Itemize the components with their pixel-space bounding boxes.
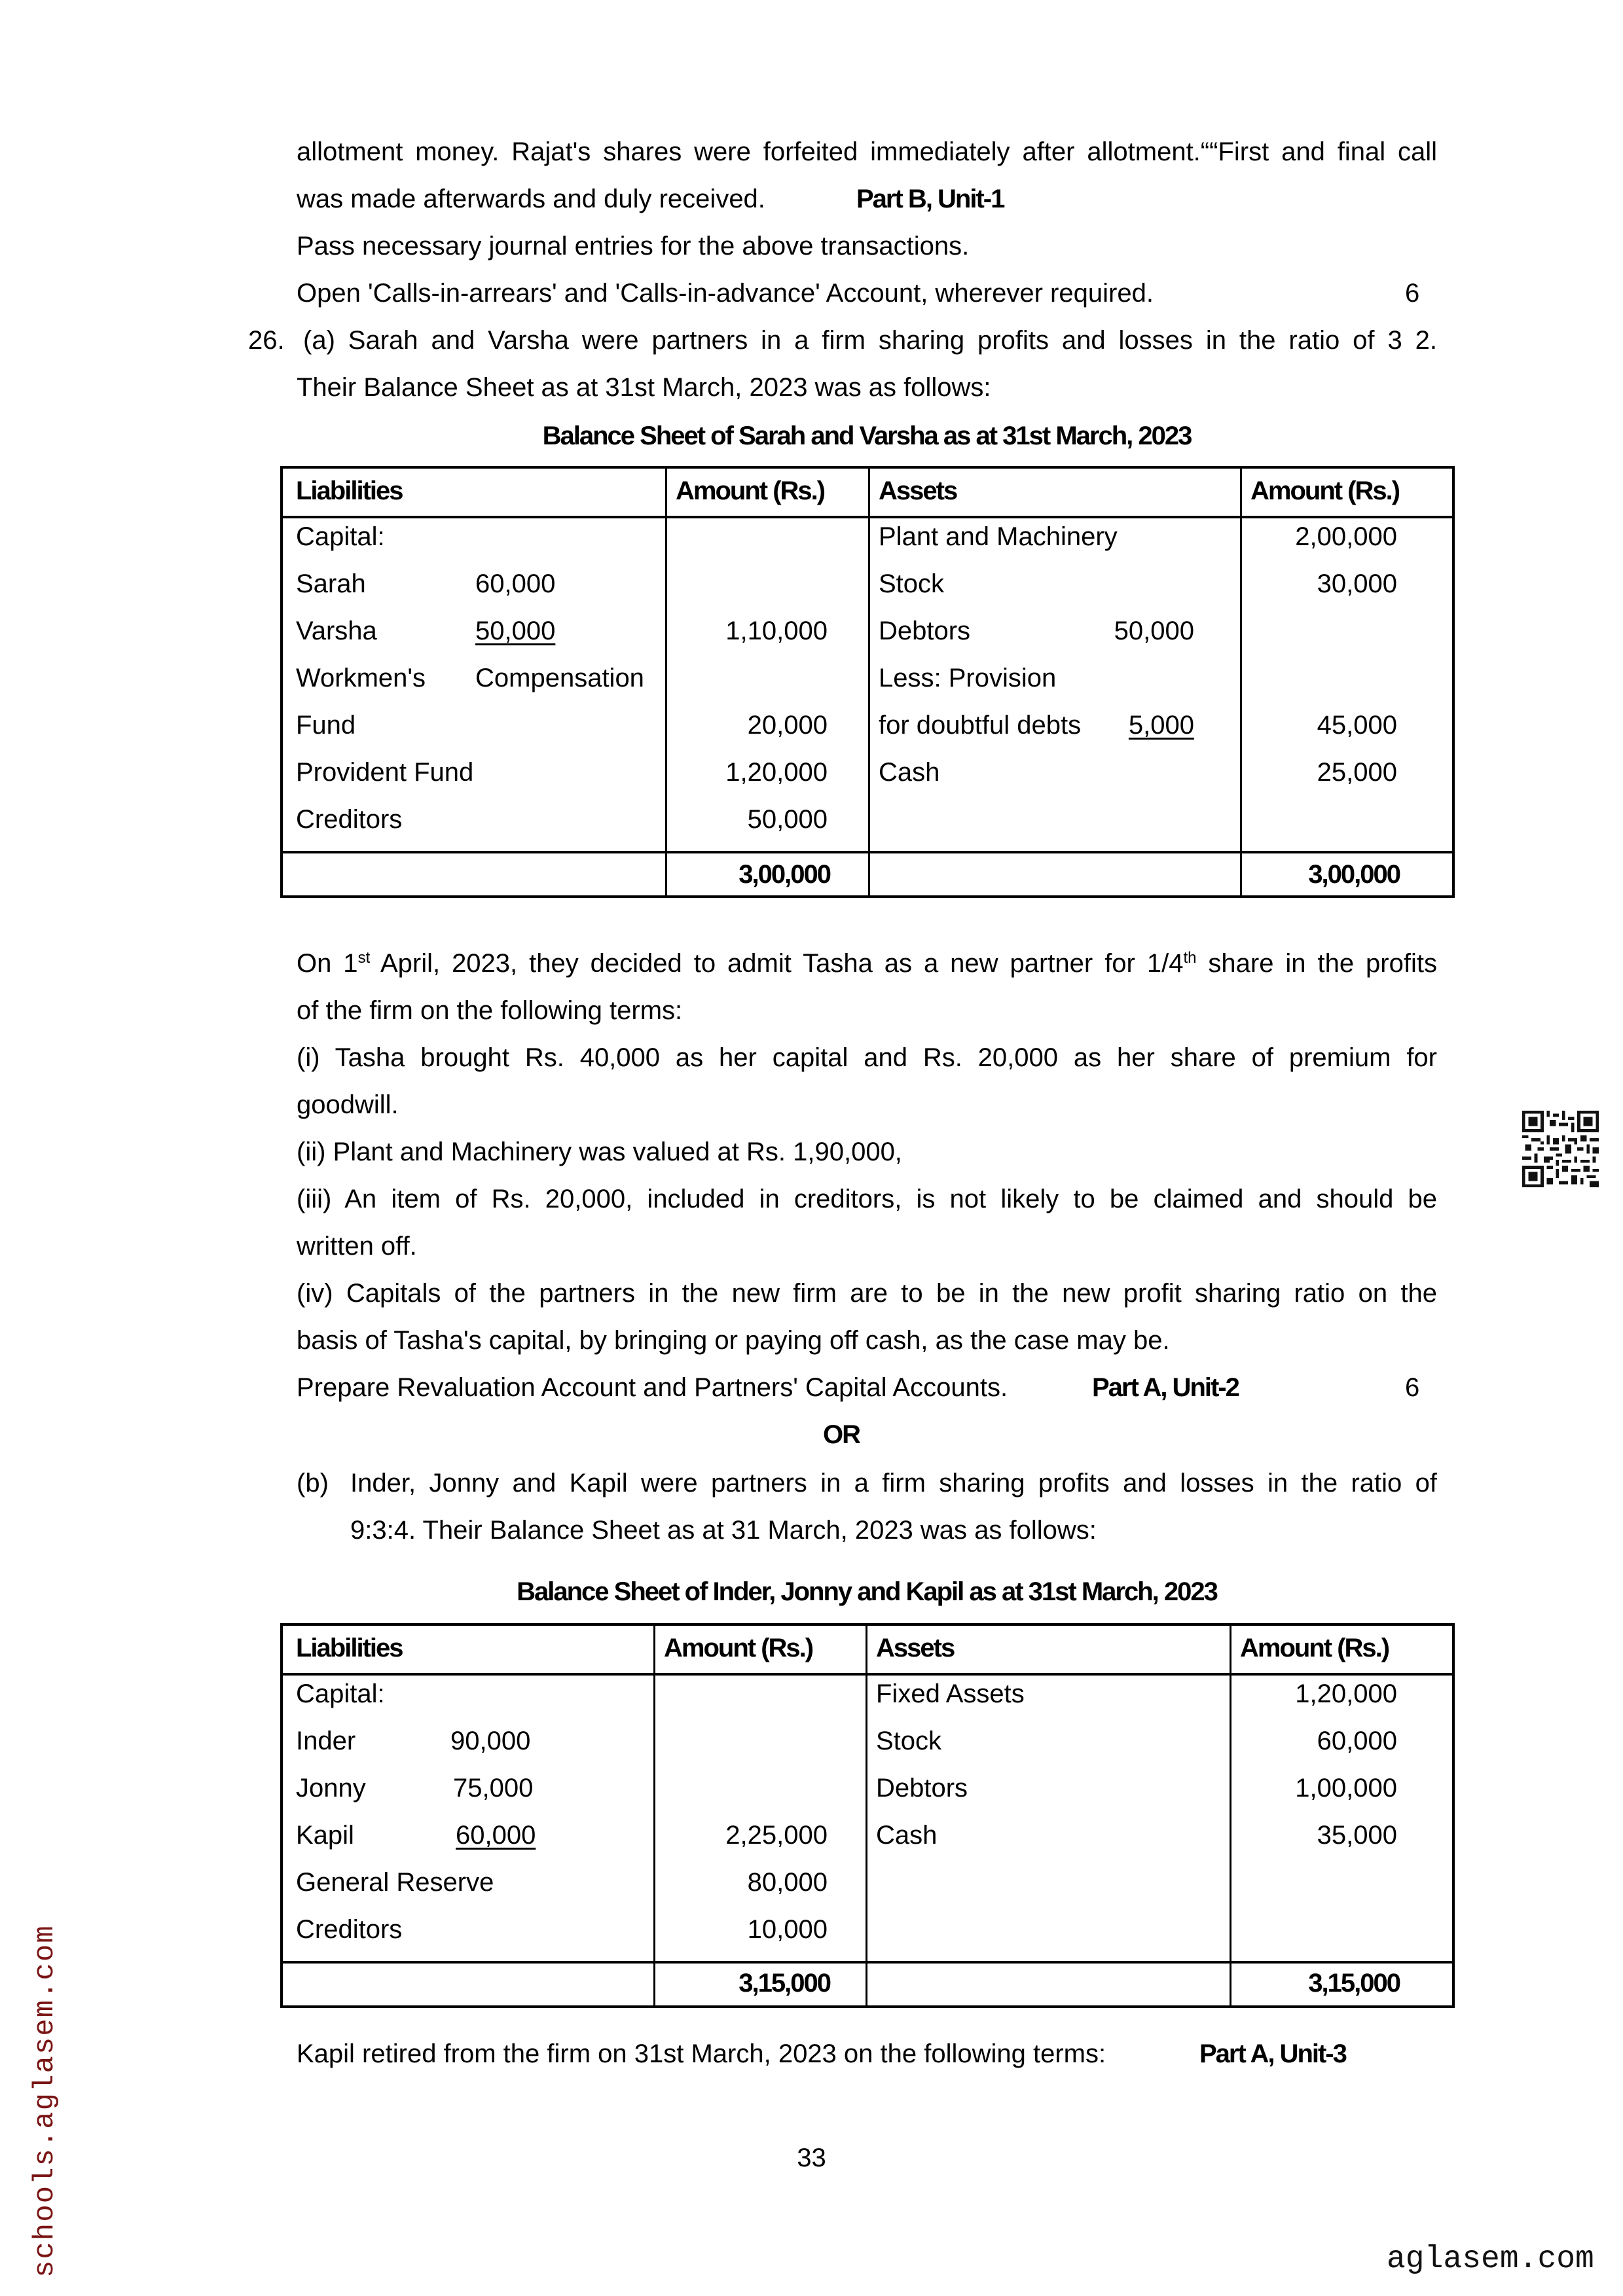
term-3-line-2: written off. (297, 1232, 417, 1261)
liability-sub-amount: 60,000 (456, 1821, 536, 1850)
header-amount-assets: Amount (Rs.) (1240, 1634, 1389, 1662)
liability-label: Workmen's (296, 664, 426, 692)
liability-label: Jonny (296, 1774, 366, 1803)
asset-sub-amount: 5,000 (1128, 711, 1194, 740)
asset-amount: 60,000 (1317, 1727, 1397, 1755)
liability-label: Fund (296, 711, 356, 740)
asset-label: for doubtful debts (879, 711, 1082, 740)
prepare-instruction: Prepare Revaluation Account and Partners' Capital Accounts. (297, 1373, 1008, 1402)
header-assets: Assets (876, 1634, 955, 1662)
table2-title: Balance Sheet of Inder, Jonny and Kapil as at 31st March, 2023 (517, 1577, 1217, 1606)
asset-sub-amount: 50,000 (1114, 617, 1194, 645)
asset-label: Debtors (879, 617, 971, 645)
asset-label: Cash (879, 758, 940, 787)
asset-amount: 45,000 (1317, 711, 1397, 740)
asset-label: Plant and Machinery (879, 522, 1118, 551)
unit-tag-part-a-3: Part A, Unit-3 (1199, 2039, 1346, 2068)
total-assets: 3,00,000 (1308, 860, 1400, 889)
balance-sheet-table-1 (280, 466, 1455, 898)
corner-watermark[interactable]: aglasem.com (1387, 2242, 1594, 2277)
header-assets: Assets (879, 476, 957, 505)
asset-label: Less: Provision (879, 664, 1057, 692)
marks-q26: 6 (1405, 1373, 1420, 1402)
header-amount-assets: Amount (Rs.) (1250, 476, 1400, 505)
intro-line-2: was made afterwards and duly received. (297, 185, 765, 213)
liability-amount: 2,25,000 (725, 1821, 828, 1850)
intro-line-4: Open 'Calls-in-arrears' and 'Calls-in-advance' Account, wherever required. (297, 279, 1154, 308)
liability-label: Kapil (296, 1821, 354, 1850)
liability-label: Sarah (296, 569, 366, 598)
asset-label: Stock (876, 1727, 942, 1755)
liability-sub-amount: 75,000 (453, 1774, 534, 1803)
intro-line-1: allotment money. Rajat's shares were forfeited immediately after allotment.““First and final call (297, 137, 1437, 166)
liability-sub-amount: 60,000 (475, 569, 556, 598)
asset-amount: 1,20,000 (1295, 1679, 1397, 1708)
kapil-retirement-line: Kapil retired from the firm on 31st March, 2023 on the following terms: (297, 2039, 1106, 2068)
liability-sub-amount: 90,000 (450, 1727, 531, 1755)
q26b-line-2: 9:3:4. Their Balance Sheet as at 31 March, 2023 was as follows: (350, 1516, 1097, 1545)
header-liabilities: Liabilities (296, 476, 403, 505)
header-amount-liabilities: Amount (Rs.) (664, 1634, 813, 1662)
asset-label: Fixed Assets (876, 1679, 1025, 1708)
asset-amount: 1,00,000 (1295, 1774, 1397, 1803)
page-number: 33 (797, 2144, 826, 2172)
question-number: 26. (248, 326, 285, 355)
unit-tag-part-a-2: Part A, Unit-2 (1092, 1373, 1239, 1402)
admission-paragraph-line-2: of the firm on the following terms: (297, 996, 683, 1025)
term-3-line-1: (iii) An item of Rs. 20,000, included in creditors, is not likely to be claimed and should be (297, 1185, 1437, 1213)
balance-sheet-table-2 (280, 1623, 1455, 2008)
liability-label: Varsha (296, 617, 377, 645)
liability-label-cont: Compensation (475, 664, 644, 692)
admission-paragraph-line-1: On 1st April, 2023, they decided to admit Tasha as a new partner for 1/4th share in the profits (297, 949, 1437, 978)
term-4-line-1: (iv) Capitals of the partners in the new firm are to be in the new profit sharing ratio on the (297, 1279, 1437, 1308)
liability-amount: 10,000 (747, 1915, 828, 1944)
liability-amount: 1,10,000 (725, 617, 828, 645)
table1-title: Balance Sheet of Sarah and Varsha as at 31st March, 2023 (542, 422, 1192, 450)
term-4-line-2: basis of Tasha's capital, by bringing or paying off cash, as the case may be. (297, 1326, 1170, 1355)
side-watermark[interactable]: schools.aglasem.com (29, 1924, 62, 2278)
asset-amount: 35,000 (1317, 1821, 1397, 1850)
asset-amount: 2,00,000 (1295, 522, 1397, 551)
liability-amount: 20,000 (747, 711, 828, 740)
liability-sub-amount: 50,000 (475, 617, 556, 645)
asset-label: Debtors (876, 1774, 968, 1803)
total-liabilities: 3,00,000 (739, 860, 830, 889)
term-1-line-1: (i) Tasha brought Rs. 40,000 as her capital and Rs. 20,000 as her share of premium for (297, 1043, 1437, 1072)
asset-label: Cash (876, 1821, 938, 1850)
asset-label: Stock (879, 569, 945, 598)
q26b-label: (b) (297, 1469, 329, 1498)
intro-line-3: Pass necessary journal entries for the above transactions. (297, 232, 970, 260)
liability-label: General Reserve (296, 1868, 494, 1897)
liability-label: Creditors (296, 1915, 403, 1944)
liability-label: Capital: (296, 522, 385, 551)
asset-amount: 25,000 (1317, 758, 1397, 787)
term-2: (ii) Plant and Machinery was valued at Rs. 1,90,000, (297, 1138, 902, 1166)
liability-amount: 1,20,000 (725, 758, 828, 787)
q26b-line-1: Inder, Jonny and Kapil were partners in a firm sharing profits and losses in the ratio of (350, 1469, 1437, 1498)
liability-amount: 80,000 (747, 1868, 828, 1897)
liability-label: Inder (296, 1727, 356, 1755)
liability-label: Creditors (296, 805, 403, 834)
asset-amount: 30,000 (1317, 569, 1397, 598)
total-assets: 3,15,000 (1308, 1969, 1400, 1998)
q26a-line-1: (a) Sarah and Varsha were partners in a firm sharing profits and losses in the ratio of 3 2. (303, 326, 1437, 355)
liability-amount: 50,000 (747, 805, 828, 834)
liability-label: Capital: (296, 1679, 385, 1708)
header-liabilities: Liabilities (296, 1634, 403, 1662)
total-liabilities: 3,15,000 (739, 1969, 830, 1998)
or-separator: OR (823, 1420, 860, 1449)
liability-label: Provident Fund (296, 758, 474, 787)
marks-q25: 6 (1405, 279, 1420, 308)
qr-code-icon[interactable] (1522, 1111, 1599, 1187)
term-1-line-2: goodwill. (297, 1090, 399, 1119)
header-amount-liabilities: Amount (Rs.) (676, 476, 825, 505)
q26a-line-2: Their Balance Sheet as at 31st March, 2023 was as follows: (297, 373, 991, 402)
unit-tag-part-b-1: Part B, Unit-1 (856, 185, 1004, 213)
